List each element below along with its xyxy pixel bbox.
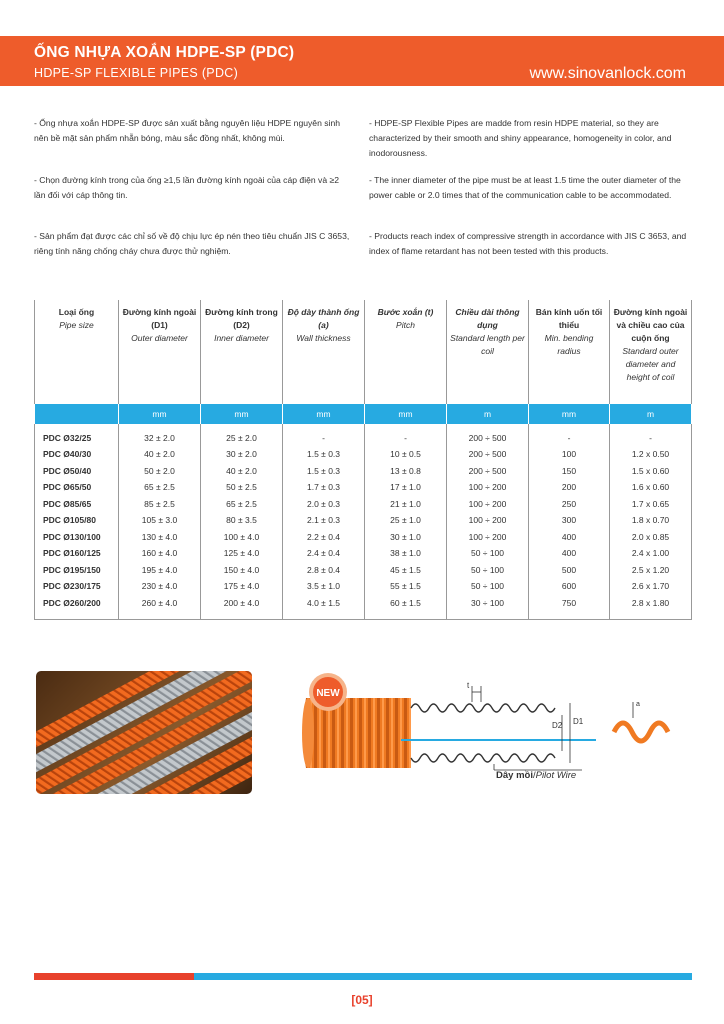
table-cell: 1.5 ± 0.3 xyxy=(283,463,365,480)
pipe-size-cell: PDC Ø260/200 xyxy=(35,595,119,620)
pipe-size-cell: PDC Ø65/50 xyxy=(35,479,119,496)
new-badge-label: NEW xyxy=(316,688,340,699)
paragraph-vn-1: - Ống nhựa xoắn HDPE-SP được sản xuất bằng nguyên liệu HDPE nguyên sinh nên bề mặt sản phẩm nhẵn bóng, màu sắc đồng nhất, không mùi. xyxy=(34,118,341,143)
table-cell: 750 xyxy=(529,595,610,620)
new-badge-icon xyxy=(309,673,347,711)
unit-cell: mm xyxy=(529,404,610,424)
unit-cell xyxy=(35,404,119,424)
table-cell: 2.2 ± 0.4 xyxy=(283,529,365,546)
paragraph-en-2: - The inner diameter of the pipe must be at least 1.5 time the outer diameter of the power cable or 2.0 times that of the communication cable to be accommodated. xyxy=(369,175,681,200)
table-cell: 200 ÷ 500 xyxy=(447,446,529,463)
table-cell: 4.0 ± 1.5 xyxy=(283,595,365,620)
paragraph-vn-3: - Sản phẩm đạt được các chỉ số về độ chịu lực ép nén theo tiêu chuẩn JIS C 3653, riêng tính năng chống cháy chưa được thử nghiệm. xyxy=(34,231,350,256)
page-header xyxy=(0,36,724,86)
pipe-size-cell: PDC Ø130/100 xyxy=(35,529,119,546)
page-title-en: HDPE-SP FLEXIBLE PIPES (PDC) xyxy=(34,66,239,80)
table-cell: 160 ± 4.0 xyxy=(119,545,201,562)
table-cell: 45 ± 1.5 xyxy=(365,562,447,579)
table-cell: 50 ÷ 100 xyxy=(447,562,529,579)
table-cell: 2.8 x 1.80 xyxy=(610,595,692,620)
table-cell: 1.5 ± 0.3 xyxy=(283,446,365,463)
table-cell: 250 xyxy=(529,496,610,513)
table-cell: 2.4 x 1.00 xyxy=(610,545,692,562)
outer-diameter-label: D1 xyxy=(573,717,584,726)
header-inner-diameter: Đường kính trong (D2) Inner diameter xyxy=(201,300,283,404)
table-cell: 200 ÷ 500 xyxy=(447,424,529,446)
table-cell: - xyxy=(529,424,610,446)
table-cell: 10 ± 0.5 xyxy=(365,446,447,463)
table-cell: 85 ± 2.5 xyxy=(119,496,201,513)
table-cell: 130 ± 4.0 xyxy=(119,529,201,546)
table-cell: 30 ± 1.0 xyxy=(365,529,447,546)
table-cell: 2.4 ± 0.4 xyxy=(283,545,365,562)
header-bending-radius: Bán kính uốn tối thiểu Min. bending radius xyxy=(529,300,610,404)
header-pipe-size: Loại ống Pipe size xyxy=(35,300,119,404)
table-cell: 2.8 ± 0.4 xyxy=(283,562,365,579)
wall-profile-icon xyxy=(614,701,668,741)
table-cell: 50 ÷ 100 xyxy=(447,578,529,595)
footer-bar-blue xyxy=(194,973,692,980)
table-cell: 600 xyxy=(529,578,610,595)
table-cell: 200 ± 4.0 xyxy=(201,595,283,620)
table-cell: 25 ± 1.0 xyxy=(365,512,447,529)
unit-cell: mm xyxy=(119,404,201,424)
table-cell: 2.5 x 1.20 xyxy=(610,562,692,579)
table-row xyxy=(35,545,692,562)
table-cell: 21 ± 1.0 xyxy=(365,496,447,513)
unit-cell: m xyxy=(447,404,529,424)
table-cell: 50 ÷ 100 xyxy=(447,545,529,562)
table-cell: 195 ± 4.0 xyxy=(119,562,201,579)
paragraph-en-3: - Products reach index of compressive strength in accordance with JIS C 3653, and index of flame retardant has not been tested with this products. xyxy=(369,231,687,256)
table-cell: 1.2 x 0.50 xyxy=(610,446,692,463)
table-cell: 2.1 ± 0.3 xyxy=(283,512,365,529)
table-cell: 50 ± 2.0 xyxy=(119,463,201,480)
table-cell: 100 ÷ 200 xyxy=(447,512,529,529)
table-row xyxy=(35,578,692,595)
table-row xyxy=(35,479,692,496)
table-cell: 105 ± 3.0 xyxy=(119,512,201,529)
pilot-wire-label: Dây mồi/Pilot Wire xyxy=(496,770,577,781)
website-link[interactable]: www.sinovanlock.com xyxy=(529,65,686,82)
table-row xyxy=(35,424,692,446)
table-cell: 30 ± 2.0 xyxy=(201,446,283,463)
pipe-size-cell: PDC Ø230/175 xyxy=(35,578,119,595)
table-cell: 300 xyxy=(529,512,610,529)
spec-table xyxy=(34,300,692,620)
header-coil-size: Đường kính ngoài và chiều cao của cuộn ống Standard outer diameter and height of coil xyxy=(610,300,692,404)
table-cell: 3.5 ± 1.0 xyxy=(283,578,365,595)
table-cell: 30 ÷ 100 xyxy=(447,595,529,620)
table-cell: 125 ± 4.0 xyxy=(201,545,283,562)
table-cell: 1.5 x 0.60 xyxy=(610,463,692,480)
table-cell: 400 xyxy=(529,529,610,546)
table-cell: 25 ± 2.0 xyxy=(201,424,283,446)
table-row xyxy=(35,595,692,620)
table-cell: 200 xyxy=(529,479,610,496)
table-cell: 2.0 x 0.85 xyxy=(610,529,692,546)
header-pitch: Bước xoắn (t) Pitch xyxy=(365,300,447,404)
pipe-diagram xyxy=(296,668,692,798)
table-cell: 32 ± 2.0 xyxy=(119,424,201,446)
pipe-size-cell: PDC Ø195/150 xyxy=(35,562,119,579)
footer-bar-red xyxy=(34,973,194,980)
table-cell: 40 ± 2.0 xyxy=(201,463,283,480)
pitch-label: t xyxy=(467,681,470,690)
table-row xyxy=(35,496,692,513)
table-cell: 1.6 x 0.60 xyxy=(610,479,692,496)
wall-thickness-label: a xyxy=(636,701,640,708)
header-outer-diameter: Đường kính ngoài (D1) Outer diameter xyxy=(119,300,201,404)
page-title-vn: ỐNG NHỰA XOẮN HDPE-SP (PDC) xyxy=(34,44,295,61)
table-cell: 200 ÷ 500 xyxy=(447,463,529,480)
table-cell: 230 ± 4.0 xyxy=(119,578,201,595)
table-cell: 175 ± 4.0 xyxy=(201,578,283,595)
table-cell: 260 ± 4.0 xyxy=(119,595,201,620)
table-row xyxy=(35,446,692,463)
table-cell: 80 ± 3.5 xyxy=(201,512,283,529)
table-cell: 60 ± 1.5 xyxy=(365,595,447,620)
table-cell: 1.7 ± 0.3 xyxy=(283,479,365,496)
pipes-photo-illustration xyxy=(36,671,252,794)
unit-cell: mm xyxy=(201,404,283,424)
table-cell: 50 ± 2.5 xyxy=(201,479,283,496)
table-cell: 100 xyxy=(529,446,610,463)
pipe-size-cell: PDC Ø85/65 xyxy=(35,496,119,513)
table-cell: 150 xyxy=(529,463,610,480)
table-cell: 17 ± 1.0 xyxy=(365,479,447,496)
table-cell: 1.7 x 0.65 xyxy=(610,496,692,513)
table-cell: 65 ± 2.5 xyxy=(201,496,283,513)
table-cell: 100 ± 4.0 xyxy=(201,529,283,546)
table-cell: 2.0 ± 0.3 xyxy=(283,496,365,513)
pipe-size-cell: PDC Ø40/30 xyxy=(35,446,119,463)
pipe-size-cell: PDC Ø50/40 xyxy=(35,463,119,480)
table-cell: 100 ÷ 200 xyxy=(447,496,529,513)
table-cell: 55 ± 1.5 xyxy=(365,578,447,595)
table-cell: 2.6 x 1.70 xyxy=(610,578,692,595)
table-row xyxy=(35,562,692,579)
paragraph-vn-2: - Chọn đường kính trong của ống ≥1,5 lần đường kính ngoài của cáp điện và ≥2 lần đối với cáp thông tin. xyxy=(34,175,340,200)
table-cell: 500 xyxy=(529,562,610,579)
unit-cell: mm xyxy=(365,404,447,424)
table-cell: 400 xyxy=(529,545,610,562)
table-row xyxy=(35,463,692,480)
table-cell: 65 ± 2.5 xyxy=(119,479,201,496)
product-photo xyxy=(36,671,252,794)
inner-diameter-label: D2 xyxy=(552,721,563,730)
table-cell: 13 ± 0.8 xyxy=(365,463,447,480)
table-cell: - xyxy=(610,424,692,446)
unit-cell: mm xyxy=(283,404,365,424)
table-row xyxy=(35,529,692,546)
table-cell: 100 ÷ 200 xyxy=(447,529,529,546)
page-number: [05] xyxy=(351,993,373,1007)
pipe-size-cell: PDC Ø32/25 xyxy=(35,424,119,446)
units-row xyxy=(35,404,692,424)
table-cell: - xyxy=(365,424,447,446)
pipe-size-cell: PDC Ø105/80 xyxy=(35,512,119,529)
table-header-row xyxy=(35,300,692,404)
table-cell: 150 ± 4.0 xyxy=(201,562,283,579)
table-row xyxy=(35,512,692,529)
header-standard-length: Chiều dài thông dụng Standard length per coil xyxy=(447,300,529,404)
table-cell: 40 ± 2.0 xyxy=(119,446,201,463)
header-wall-thickness: Độ dày thành ống (a) Wall thickness xyxy=(283,300,365,404)
pipe-size-cell: PDC Ø160/125 xyxy=(35,545,119,562)
unit-cell: m xyxy=(610,404,692,424)
table-cell: 100 ÷ 200 xyxy=(447,479,529,496)
table-cell: 38 ± 1.0 xyxy=(365,545,447,562)
paragraph-en-1: - HDPE-SP Flexible Pipes are madde from resin HDPE material, so they are characterized by their smooth and shiny appearance, homogeneity in color, and inodorousness. xyxy=(369,118,672,158)
table-cell: 1.8 x 0.70 xyxy=(610,512,692,529)
table-cell: - xyxy=(283,424,365,446)
